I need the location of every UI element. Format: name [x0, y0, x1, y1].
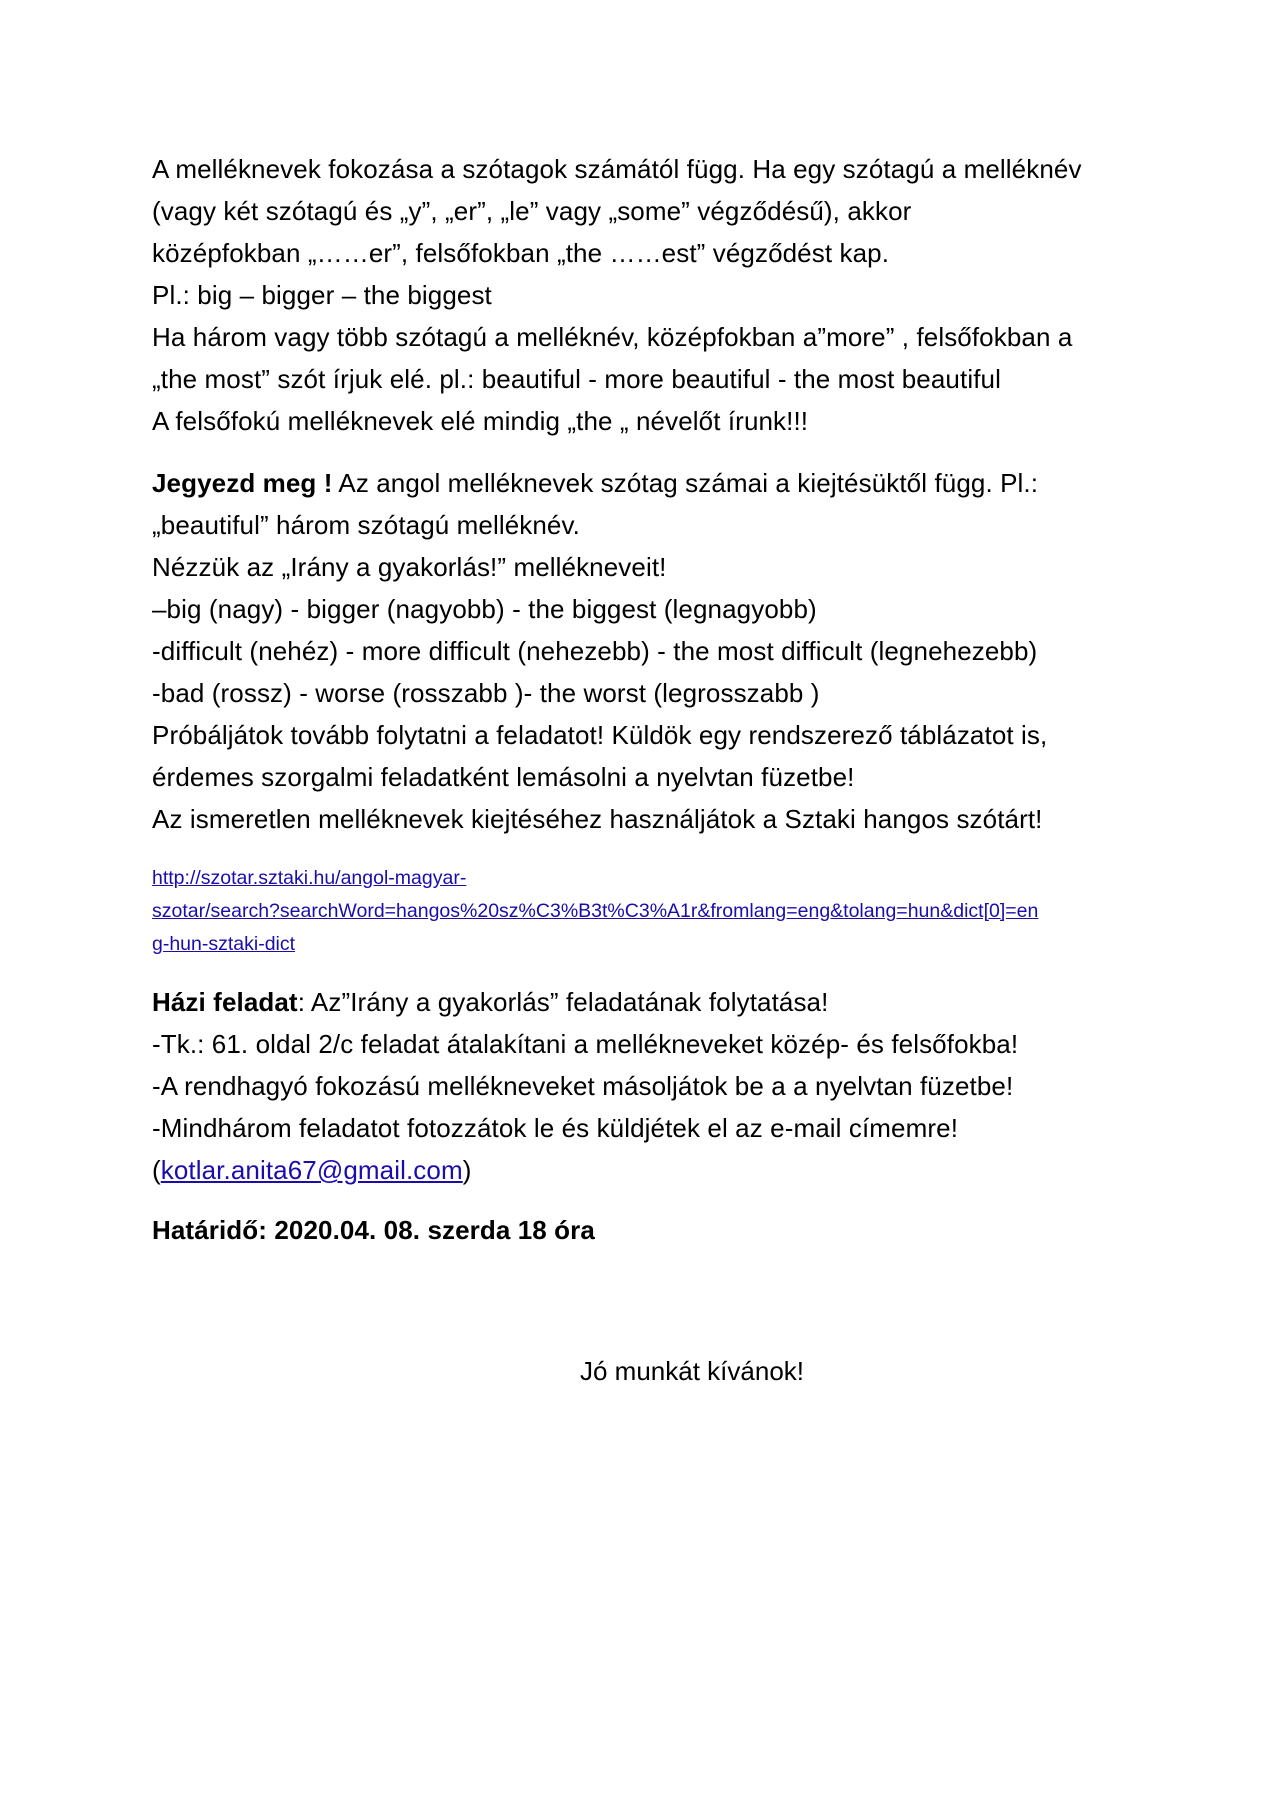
email-line [152, 1149, 1152, 1191]
note-line: érdemes szorgalmi feladatként lemásolni a nyelvtan füzetbe! [152, 762, 855, 792]
note-paragraph [152, 462, 1152, 840]
dictionary-link[interactable] [152, 862, 1152, 961]
intro-line: középfokban „……er”, felsőfokban „the ……est” végződést kap. [152, 238, 890, 268]
note-line: –big (nagy) - bigger (nagyobb) - the biggest (legnagyobb) [152, 594, 817, 624]
intro-paragraph [152, 148, 1152, 442]
homework-paragraph [152, 981, 1152, 1191]
note-first-line [152, 462, 1152, 504]
note-label: Jegyezd meg ! [152, 468, 333, 498]
homework-line: -A rendhagyó fokozású mellékneveket másoljátok be a a nyelvtan füzetbe! [152, 1071, 1014, 1101]
dictionary-link-line[interactable]: http://szotar.sztaki.hu/angol-magyar- [152, 867, 467, 889]
note-line: -bad (rossz) - worse (rosszabb )- the worst (legrosszabb ) [152, 678, 820, 708]
intro-line: „the most” szót írjuk elé. pl.: beautiful - more beautiful - the most beautiful [152, 364, 1001, 394]
email-link[interactable]: kotlar.anita67@gmail.com [160, 1155, 463, 1185]
homework-line: -Mindhárom feladatot fotozzátok le és küldjétek el az e-mail címemre! [152, 1113, 959, 1143]
intro-line: Pl.: big – bigger – the biggest [152, 280, 492, 310]
email-open-paren: ( [152, 1155, 161, 1185]
dictionary-link-line[interactable]: g-hun-sztaki-dict [152, 933, 296, 955]
intro-line: A melléknevek fokozása a szótagok számától függ. Ha egy szótagú a melléknév [152, 154, 1082, 184]
note-line: „beautiful” három szótagú melléknév. [152, 510, 580, 540]
homework-line: -Tk.: 61. oldal 2/c feladat átalakítani a mellékneveket közép- és felsőfokba! [152, 1029, 1019, 1059]
note-first-line-text: Az angol melléknevek szótag számai a kiejtésüktől függ. Pl.: [332, 468, 1039, 498]
intro-line: A felsőfokú melléknevek elé mindig „the „ névelőt írunk!!! [152, 406, 809, 436]
dictionary-link-line[interactable]: szotar/search?searchWord=hangos%20sz%C3%B3t%C3%A1r&fromlang=eng&tolang=hun&dict[0]=en [152, 900, 1039, 922]
intro-line: (vagy két szótagú és „y”, „er”, „le” vagy „some” végződésű), akkor [152, 196, 912, 226]
note-line: Próbáljátok tovább folytatni a feladatot! Küldök egy rendszerező táblázatot is, [152, 720, 1048, 750]
intro-line: Ha három vagy több szótagú a melléknév, középfokban a”more” , felsőfokban a [152, 322, 1073, 352]
note-line: Nézzük az „Irány a gyakorlás!” mellékneveit! [152, 552, 667, 582]
homework-first-line [152, 981, 1152, 1023]
deadline [152, 1209, 1152, 1251]
document-page [152, 148, 1152, 1251]
note-line: -difficult (nehéz) - more difficult (nehezebb) - the most difficult (legnehezebb) [152, 636, 1038, 666]
homework-label: Házi feladat [152, 987, 298, 1017]
homework-first-line-text: : Az”Irány a gyakorlás” feladatának folytatása! [297, 987, 829, 1017]
note-line: Az ismeretlen melléknevek kiejtéséhez használjátok a Sztaki hangos szótárt! [152, 804, 1043, 834]
deadline-text: Határidő: 2020.04. 08. szerda 18 óra [152, 1215, 595, 1245]
email-close-paren: ) [462, 1155, 472, 1185]
closing-greeting: Jó munkát kívánok! [580, 1356, 804, 1386]
